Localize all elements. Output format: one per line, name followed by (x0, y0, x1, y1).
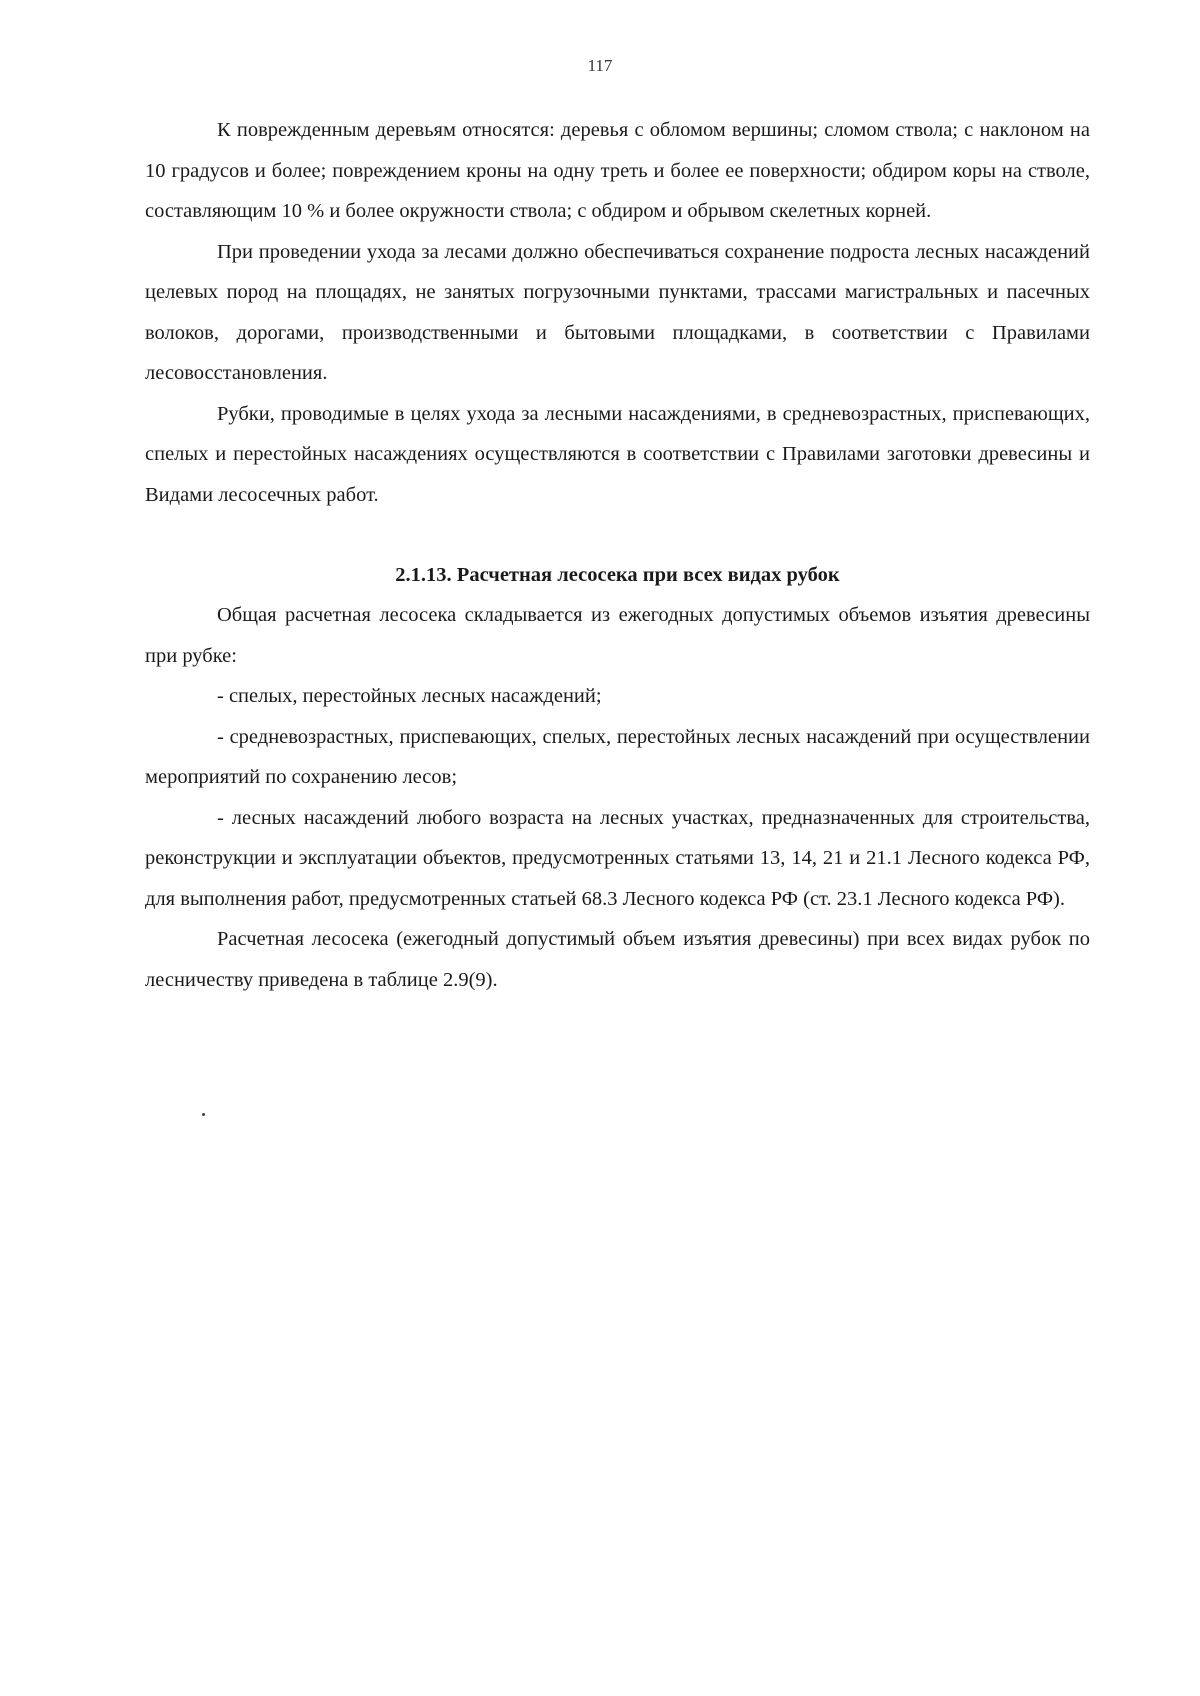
document-body (145, 110, 1090, 1000)
list-item: - средневозрастных, приспевающих, спелых, перестойных лесных насаждений при осуществлении мероприятий по сохранению лесов; (145, 725, 1090, 788)
paragraph-care-fellings: Рубки, проводимые в целях ухода за лесными насаждениями, в средневозрастных, приспевающих, спелых и перестойных насаждениях осуществляются в соответствии с Правилами заготовки древесины и Видами лесосечных работ. (145, 402, 1090, 506)
paragraph-undergrowth-preservation: При проведении ухода за лесами должно обеспечиваться сохранение подроста лесных насаждений целевых пород на площадях, не занятых погрузочными пунктами, трассами магистральных и пасечных волоков, дорогами, производственными и бытовыми площадками, в соответствии с Правилами лесовосстановления. (145, 240, 1090, 384)
list-item: - лесных насаждений любого возраста на лесных участках, предназначенных для строительства, реконструкции и эксплуатации объектов, предусмотренных статьями 13, 14, 21 и 21.1 Лесного кодекса РФ, для выполнения работ, предусмотренных статьей 68.3 Лесного кодекса РФ (ст. 23.1 Лесного кодекса РФ). (145, 806, 1090, 910)
list-item: - спелых, перестойных лесных насаждений; (217, 685, 602, 707)
page-number: 117 (587, 56, 613, 75)
section-closing: Расчетная лесосека (ежегодный допустимый объем изъятия древесины) при всех видах рубок по лесничеству приведена в таблице 2.9(9). (145, 928, 1090, 991)
section-heading: 2.1.13. Расчетная лесосека при всех видах рубок (395, 564, 840, 586)
paragraph-damaged-trees: К поврежденным деревьям относятся: деревья с обломом вершины; сломом ствола; с наклоном на 10 градусов и более; повреждением кроны на одну треть и более ее поверхности; обдиром коры на стволе, составляющим 10 % и более окружности ствола; с обдиром и обрывом скелетных корней. (145, 119, 1090, 222)
section-intro: Общая расчетная лесосека складывается из ежегодных допустимых объемов изъятия древесины при рубке: (145, 604, 1090, 667)
stray-mark (202, 1113, 205, 1116)
